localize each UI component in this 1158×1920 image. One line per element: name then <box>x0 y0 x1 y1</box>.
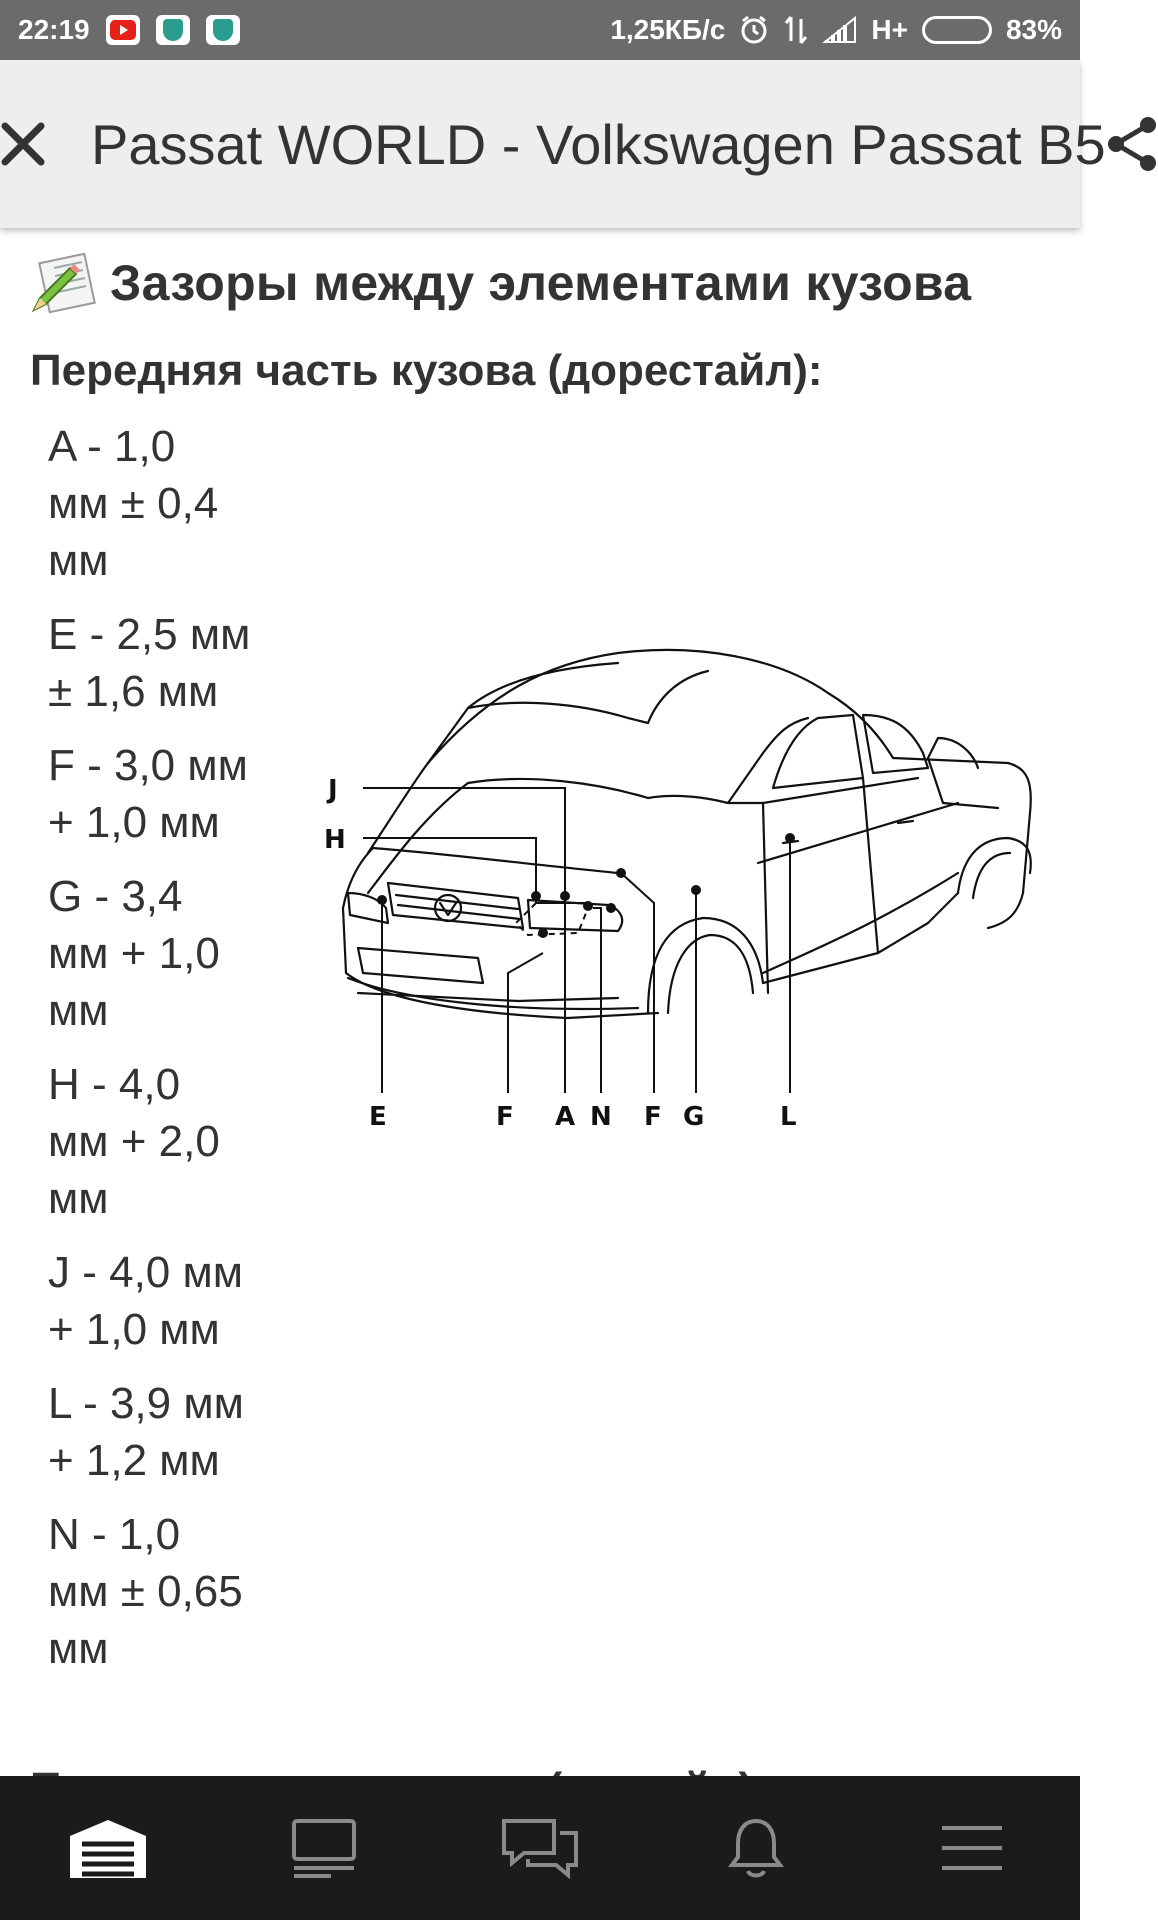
figure-label-l: L <box>780 1102 797 1132</box>
status-right <box>610 14 1062 46</box>
bottom-nav <box>0 1776 1080 1920</box>
messages-icon <box>500 1817 580 1879</box>
gap-item-h: H - 4,0 мм + 2,0 мм <box>48 1060 220 1223</box>
close-icon <box>0 121 46 167</box>
menu-icon <box>940 1824 1004 1872</box>
youtube-icon <box>106 15 140 45</box>
gap-item-l: L - 3,9 мм + 1,2 мм <box>48 1379 244 1485</box>
gap-item-j: J - 4,0 мм + 1,0 мм <box>48 1248 243 1354</box>
signal-icon <box>823 16 857 44</box>
gap-item-f: F - 3,0 мм + 1,0 мм <box>48 741 248 847</box>
status-bar <box>0 0 1080 60</box>
figure-label-e: E <box>369 1102 387 1132</box>
gap-item-e: E - 2,5 мм ± 1,6 мм <box>48 610 251 716</box>
gap-list <box>48 418 288 1694</box>
figure-label-j: J <box>328 775 338 805</box>
lock-shield-icon <box>156 15 190 45</box>
nav-item-garage[interactable] <box>18 1776 198 1920</box>
status-time: 22:19 <box>18 14 90 45</box>
article-title: Зазоры между элементами кузова <box>110 255 972 311</box>
network-type: H+ <box>871 14 908 45</box>
nav-item-menu[interactable] <box>882 1776 1062 1920</box>
figure-label-g: G <box>683 1102 705 1132</box>
garage-icon <box>66 1816 150 1880</box>
network-speed: 1,25КБ/с <box>610 14 726 45</box>
data-transfer-icon <box>783 15 809 45</box>
lock-shield-icon <box>206 15 240 45</box>
forum-icon <box>291 1818 357 1878</box>
figure-label-n: N <box>590 1102 612 1132</box>
gap-item-n: N - 1,0 мм ± 0,65 мм <box>48 1510 243 1673</box>
battery-percent: 83% <box>1005 14 1062 45</box>
figure-label-h: H <box>324 825 346 855</box>
figure-label-f: F <box>496 1102 514 1132</box>
toolbar-title: Passat WORLD - Volkswagen Passat B5 <box>91 112 1106 176</box>
battery-icon <box>922 16 992 44</box>
nav-item-notifications[interactable] <box>666 1776 846 1920</box>
nav-item-messages[interactable] <box>450 1776 630 1920</box>
nav-item-forum[interactable] <box>234 1776 414 1920</box>
article-content <box>0 228 1080 1776</box>
gap-item-g: G - 3,4 мм + 1,0 мм <box>48 872 220 1035</box>
close-button[interactable] <box>0 60 46 228</box>
notepad-pencil-icon <box>30 250 96 316</box>
section-subheading: Передняя часть кузова (дорестайл): <box>30 346 823 395</box>
status-left <box>18 14 240 46</box>
figure-label-f2: F <box>644 1102 662 1132</box>
share-button[interactable] <box>1106 60 1158 228</box>
share-icon <box>1106 116 1158 172</box>
car-gap-diagram <box>318 453 1038 1143</box>
toolbar <box>0 60 1106 228</box>
alarm-icon <box>739 15 769 45</box>
article-heading <box>30 250 971 316</box>
gap-item-a: A - 1,0 мм ± 0,4 мм <box>48 422 219 585</box>
notifications-icon <box>728 1817 784 1879</box>
figure-label-a: A <box>555 1102 576 1132</box>
